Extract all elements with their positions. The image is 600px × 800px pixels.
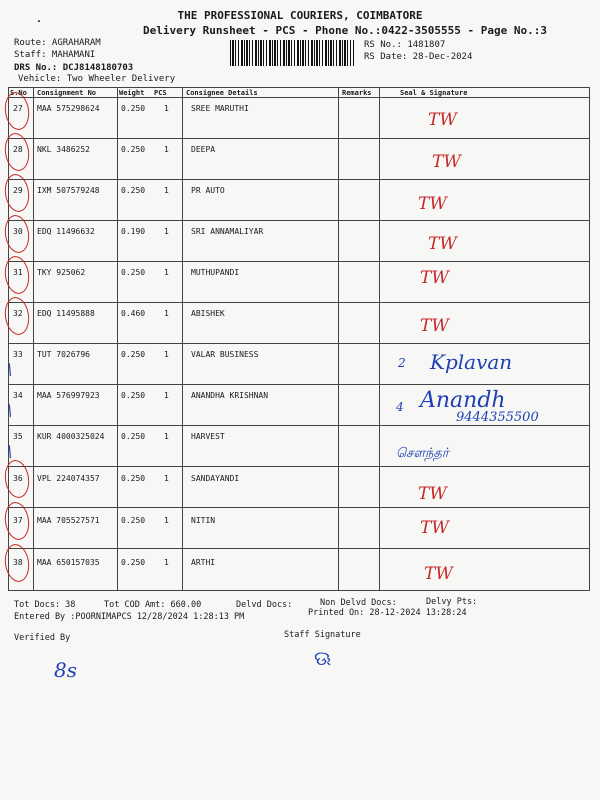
row-sno: 31 [13,268,23,277]
signature-number: 2 [398,356,406,370]
company-name: THE PROFESSIONAL COURIERS, COIMBATORE [177,9,423,22]
row-consignee: MUTHUPANDI [191,268,240,277]
row-consignee: SRI ANNAMALIYAR [191,227,264,236]
row-sno: 33 [13,350,23,359]
row-consignee: VALAR BUSINESS [191,350,259,359]
row-consignment: NKL 3486252 [37,145,90,154]
row-pcs: 1 [164,558,169,567]
row-consignee: SANDAYANDI [191,474,240,483]
blue-tick-mark: / [2,401,18,421]
row-consignment: MAA 705527571 [37,516,100,525]
row-weight: 0.250 [121,145,146,154]
seal-signature: TW [432,152,461,172]
blue-tick-mark: / [2,442,18,462]
entered-by: Entered By :POORNIMAPCS 12/28/2024 1:28:13 PM [14,612,245,622]
customer-signature: சௌந்தர் [396,446,449,461]
row-sno: 36 [13,474,23,483]
staff-initials: ଊ [314,646,332,670]
customer-signature: Anandh [420,388,506,413]
drs-number: DRS No.: DCJ8148180703 [14,63,134,73]
col-header-consignment: Consignment No [37,89,97,97]
row-pcs: 1 [164,432,169,441]
row-weight: 0.250 [121,186,146,195]
stray-dot: . [36,14,43,25]
blue-tick-mark: / [2,360,18,380]
rs-date: RS Date: 28-Dec-2024 [364,52,473,62]
row-weight: 0.250 [121,558,146,567]
row-sno: 35 [13,432,23,441]
non-delivered-docs: Non Delvd Docs: [320,598,397,608]
row-consignment: MAA 576997923 [37,391,100,400]
row-consignment: TUT 7026796 [37,350,90,359]
printed-on: Printed On: 28-12-2024 13:28:24 [308,608,467,618]
row-weight: 0.190 [121,227,146,236]
customer-signature: Kplavan [430,350,513,374]
row-weight: 0.250 [121,350,146,359]
row-sno: 30 [13,227,23,236]
col-header-remarks: Remarks [342,89,372,97]
row-weight: 0.250 [121,432,146,441]
total-cod-amount: Tot COD Amt: 660.00 [104,600,202,610]
col-header-weight: Weight [119,89,145,97]
total-docs: Tot Docs: 38 [14,600,76,610]
row-consignment: KUR 4000325024 [37,432,105,441]
verifier-initials: 8s [54,658,77,682]
col-header-seal-signature: Seal & Signature [400,89,468,97]
delivered-docs: Delvd Docs: [236,600,293,610]
col-header-pcs: PCS [154,89,167,97]
rs-number: RS No.: 1481807 [364,40,446,50]
col-header-sno: S.No [10,89,27,97]
row-pcs: 1 [164,309,169,318]
signature-number: 4 [396,400,404,414]
row-sno: 37 [13,516,23,525]
barcode [230,40,354,66]
row-pcs: 1 [164,474,169,483]
row-sno: 34 [13,391,23,400]
row-sno: 29 [13,186,23,195]
row-consignment: MAA 575298624 [37,104,100,113]
seal-signature: TW [418,484,447,504]
col-header-consignee: Consignee Details [186,89,258,97]
seal-signature: TW [418,194,447,214]
verified-by-label: Verified By [14,633,71,643]
row-sno: 28 [13,145,23,154]
row-consignee: NITIN [191,516,216,525]
seal-signature: TW [420,316,449,336]
staff: Staff: MAHAMANI [14,50,96,60]
row-consignment: EDQ 11496632 [37,227,95,236]
row-weight: 0.250 [121,104,146,113]
row-consignee: ANANDHA KRISHNAN [191,391,269,400]
row-pcs: 1 [164,391,169,400]
row-pcs: 1 [164,145,169,154]
row-consignee: ARTHI [191,558,216,567]
seal-signature: TW [420,518,449,538]
row-pcs: 1 [164,104,169,113]
row-sno: 38 [13,558,23,567]
row-pcs: 1 [164,350,169,359]
row-consignment: IXM 507579248 [37,186,100,195]
row-weight: 0.250 [121,391,146,400]
row-pcs: 1 [164,268,169,277]
row-weight: 0.250 [121,474,146,483]
row-pcs: 1 [164,186,169,195]
row-consignment: TKY 925062 [37,268,86,277]
row-consignee: SREE MARUTHI [191,104,249,113]
seal-signature: TW [424,564,453,584]
row-consignment: EDQ 11495888 [37,309,95,318]
staff-signature-label: Staff Signature [284,630,361,640]
row-consignee: PR AUTO [191,186,225,195]
row-weight: 0.460 [121,309,146,318]
row-consignee: ABISHEK [191,309,225,318]
row-pcs: 1 [164,227,169,236]
row-consignment: VPL 224074357 [37,474,100,483]
row-consignment: MAA 650157035 [37,558,100,567]
route: Route: AGRAHARAM [14,38,101,48]
delivery-points: Delvy Pts: [426,597,478,607]
row-pcs: 1 [164,516,169,525]
row-sno: 27 [13,104,23,113]
row-weight: 0.250 [121,268,146,277]
seal-signature: TW [428,234,457,254]
vehicle: Vehicle: Two Wheeler Delivery [18,74,176,84]
row-sno: 32 [13,309,23,318]
row-weight: 0.250 [121,516,146,525]
seal-signature: TW [428,110,457,130]
seal-signature: TW [420,268,449,288]
row-consignee: HARVEST [191,432,225,441]
row-consignee: DEEPA [191,145,216,154]
sheet-title: Delivery Runsheet - PCS - Phone No.:0422-3505555 - Page No.:3 [143,24,547,37]
customer-phone-handwritten: 9444355500 [456,410,539,425]
